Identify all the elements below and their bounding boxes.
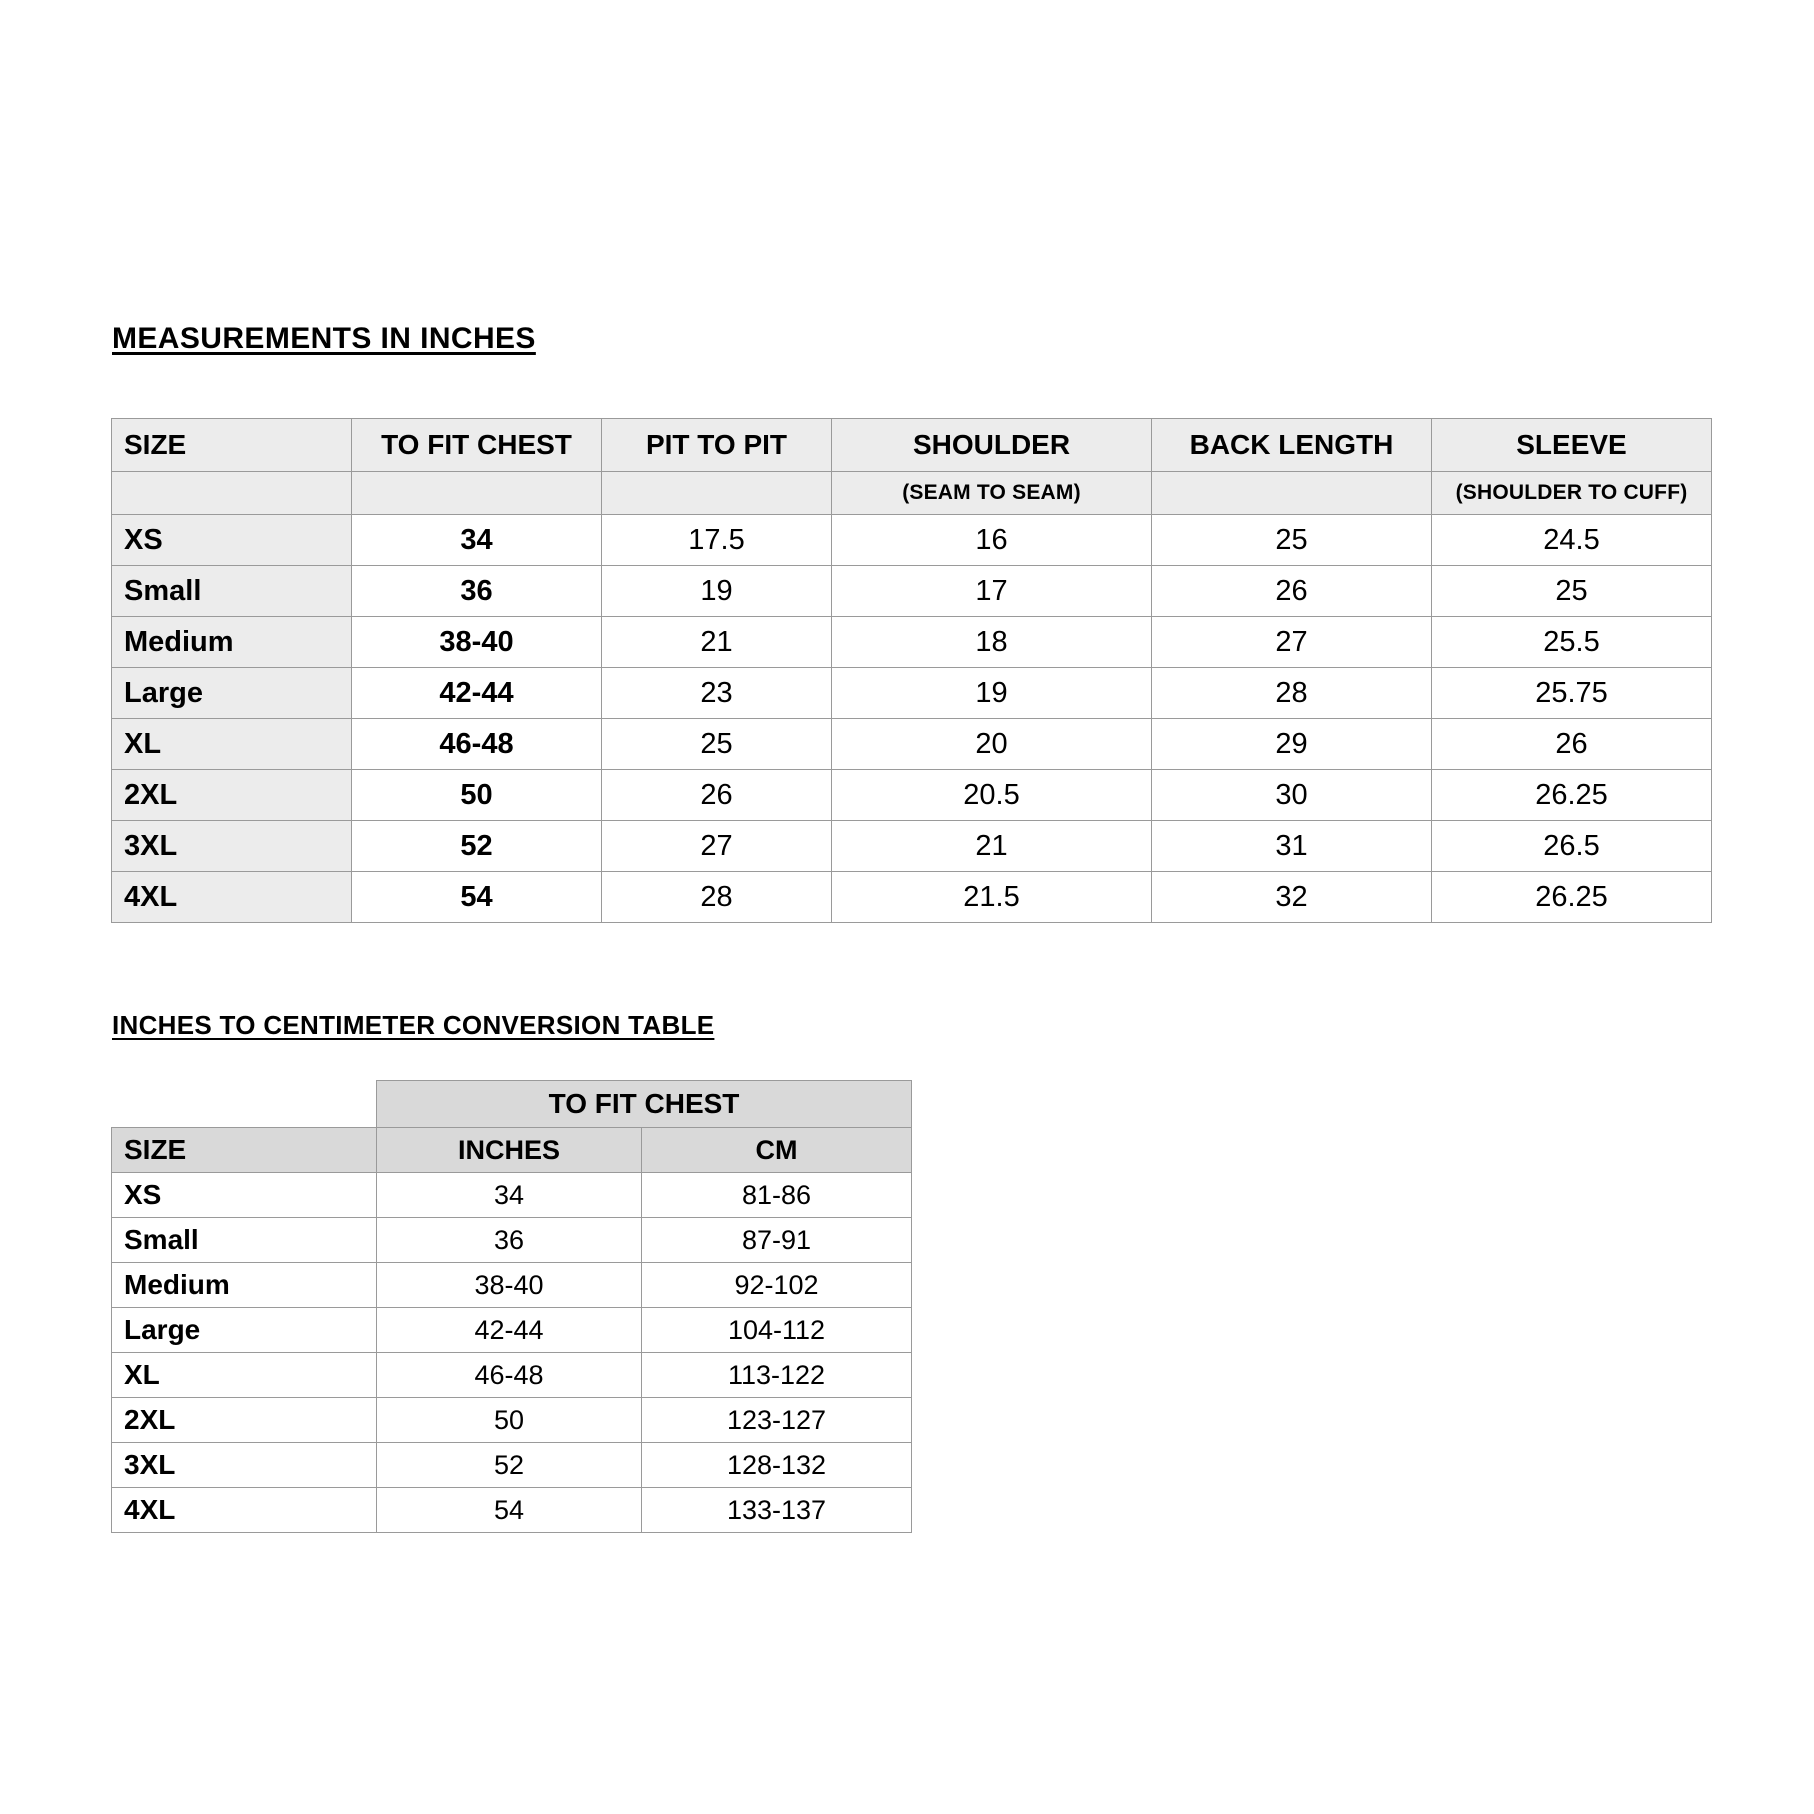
cell-size: XL (112, 1353, 377, 1398)
header-inches: INCHES (377, 1128, 642, 1173)
conversion-header-row (112, 1128, 912, 1173)
cell-chest: 54 (352, 872, 602, 923)
table-row (112, 1443, 912, 1488)
header-to-fit-chest: TO FIT CHEST (352, 419, 602, 472)
cell-cm: 92-102 (642, 1263, 912, 1308)
header-size: SIZE (112, 1128, 377, 1173)
table-row (112, 515, 1712, 566)
spacer-cell (112, 1081, 377, 1128)
cell-size: 2XL (112, 1398, 377, 1443)
cell-size: XS (112, 1173, 377, 1218)
conversion-table (111, 1080, 912, 1533)
cell-size: Large (112, 668, 352, 719)
table-header-row (112, 419, 1712, 472)
table-row (112, 1398, 912, 1443)
cell-pit-to-pit: 19 (602, 566, 832, 617)
cell-inches: 34 (377, 1173, 642, 1218)
measurements-table (111, 418, 1712, 923)
cell-inches: 50 (377, 1398, 642, 1443)
cell-cm: 87-91 (642, 1218, 912, 1263)
cell-inches: 36 (377, 1218, 642, 1263)
header-shoulder: SHOULDER (832, 419, 1152, 472)
table-row (112, 668, 1712, 719)
header-cm: CM (642, 1128, 912, 1173)
conversion-group-header-row (112, 1081, 912, 1128)
cell-cm: 104-112 (642, 1308, 912, 1353)
cell-back-length: 30 (1152, 770, 1432, 821)
cell-back-length: 32 (1152, 872, 1432, 923)
subheader-to-fit-chest (352, 472, 602, 515)
cell-size: 3XL (112, 821, 352, 872)
cell-chest: 36 (352, 566, 602, 617)
cell-inches: 54 (377, 1488, 642, 1533)
cell-sleeve: 25.75 (1432, 668, 1712, 719)
cell-size: 4XL (112, 872, 352, 923)
cell-cm: 128-132 (642, 1443, 912, 1488)
cell-cm: 123-127 (642, 1398, 912, 1443)
cell-size: Medium (112, 1263, 377, 1308)
header-sleeve: SLEEVE (1432, 419, 1712, 472)
cell-pit-to-pit: 25 (602, 719, 832, 770)
cell-shoulder: 17 (832, 566, 1152, 617)
cell-shoulder: 19 (832, 668, 1152, 719)
cell-shoulder: 20.5 (832, 770, 1152, 821)
table-row (112, 821, 1712, 872)
cell-back-length: 28 (1152, 668, 1432, 719)
cell-back-length: 26 (1152, 566, 1432, 617)
cell-shoulder: 16 (832, 515, 1152, 566)
header-pit-to-pit: PIT TO PIT (602, 419, 832, 472)
cell-sleeve: 26 (1432, 719, 1712, 770)
cell-sleeve: 25.5 (1432, 617, 1712, 668)
cell-shoulder: 21.5 (832, 872, 1152, 923)
cell-sleeve: 24.5 (1432, 515, 1712, 566)
cell-back-length: 31 (1152, 821, 1432, 872)
cell-pit-to-pit: 28 (602, 872, 832, 923)
subheader-back-length (1152, 472, 1432, 515)
table-row (112, 1308, 912, 1353)
cell-cm: 81-86 (642, 1173, 912, 1218)
cell-size: 3XL (112, 1443, 377, 1488)
cell-chest: 38-40 (352, 617, 602, 668)
cell-chest: 34 (352, 515, 602, 566)
cell-sleeve: 26.25 (1432, 770, 1712, 821)
cell-back-length: 29 (1152, 719, 1432, 770)
cell-chest: 42-44 (352, 668, 602, 719)
cell-size: Small (112, 566, 352, 617)
cell-cm: 113-122 (642, 1353, 912, 1398)
table-row (112, 719, 1712, 770)
cell-shoulder: 18 (832, 617, 1152, 668)
cell-size: Medium (112, 617, 352, 668)
conversion-section-title: INCHES TO CENTIMETER CONVERSION TABLE (112, 1010, 715, 1040)
cell-size: 2XL (112, 770, 352, 821)
inches-section-title: MEASUREMENTS IN INCHES (112, 322, 536, 355)
table-row (112, 1173, 912, 1218)
subheader-size (112, 472, 352, 515)
table-subheader-row (112, 472, 1712, 515)
header-back-length: BACK LENGTH (1152, 419, 1432, 472)
table-row (112, 1218, 912, 1263)
cell-size: Small (112, 1218, 377, 1263)
cell-size: Large (112, 1308, 377, 1353)
cell-chest: 46-48 (352, 719, 602, 770)
subheader-pit-to-pit (602, 472, 832, 515)
cell-size: 4XL (112, 1488, 377, 1533)
table-row (112, 1353, 912, 1398)
subheader-sleeve: (SHOULDER TO CUFF) (1432, 472, 1712, 515)
cell-pit-to-pit: 21 (602, 617, 832, 668)
cell-sleeve: 26.5 (1432, 821, 1712, 872)
cell-pit-to-pit: 26 (602, 770, 832, 821)
cell-chest: 52 (352, 821, 602, 872)
cell-inches: 52 (377, 1443, 642, 1488)
cell-pit-to-pit: 17.5 (602, 515, 832, 566)
cell-inches: 38-40 (377, 1263, 642, 1308)
cell-pit-to-pit: 23 (602, 668, 832, 719)
cell-sleeve: 25 (1432, 566, 1712, 617)
cell-back-length: 25 (1152, 515, 1432, 566)
table-row (112, 872, 1712, 923)
cell-inches: 46-48 (377, 1353, 642, 1398)
header-size: SIZE (112, 419, 352, 472)
cell-back-length: 27 (1152, 617, 1432, 668)
cell-cm: 133-137 (642, 1488, 912, 1533)
cell-sleeve: 26.25 (1432, 872, 1712, 923)
table-row (112, 770, 1712, 821)
table-row (112, 1263, 912, 1308)
cell-size: XS (112, 515, 352, 566)
cell-chest: 50 (352, 770, 602, 821)
table-row (112, 617, 1712, 668)
table-row (112, 1488, 912, 1533)
group-header-to-fit-chest: TO FIT CHEST (377, 1081, 912, 1128)
subheader-shoulder: (SEAM TO SEAM) (832, 472, 1152, 515)
table-row (112, 566, 1712, 617)
cell-shoulder: 21 (832, 821, 1152, 872)
cell-shoulder: 20 (832, 719, 1152, 770)
cell-size: XL (112, 719, 352, 770)
cell-pit-to-pit: 27 (602, 821, 832, 872)
cell-inches: 42-44 (377, 1308, 642, 1353)
